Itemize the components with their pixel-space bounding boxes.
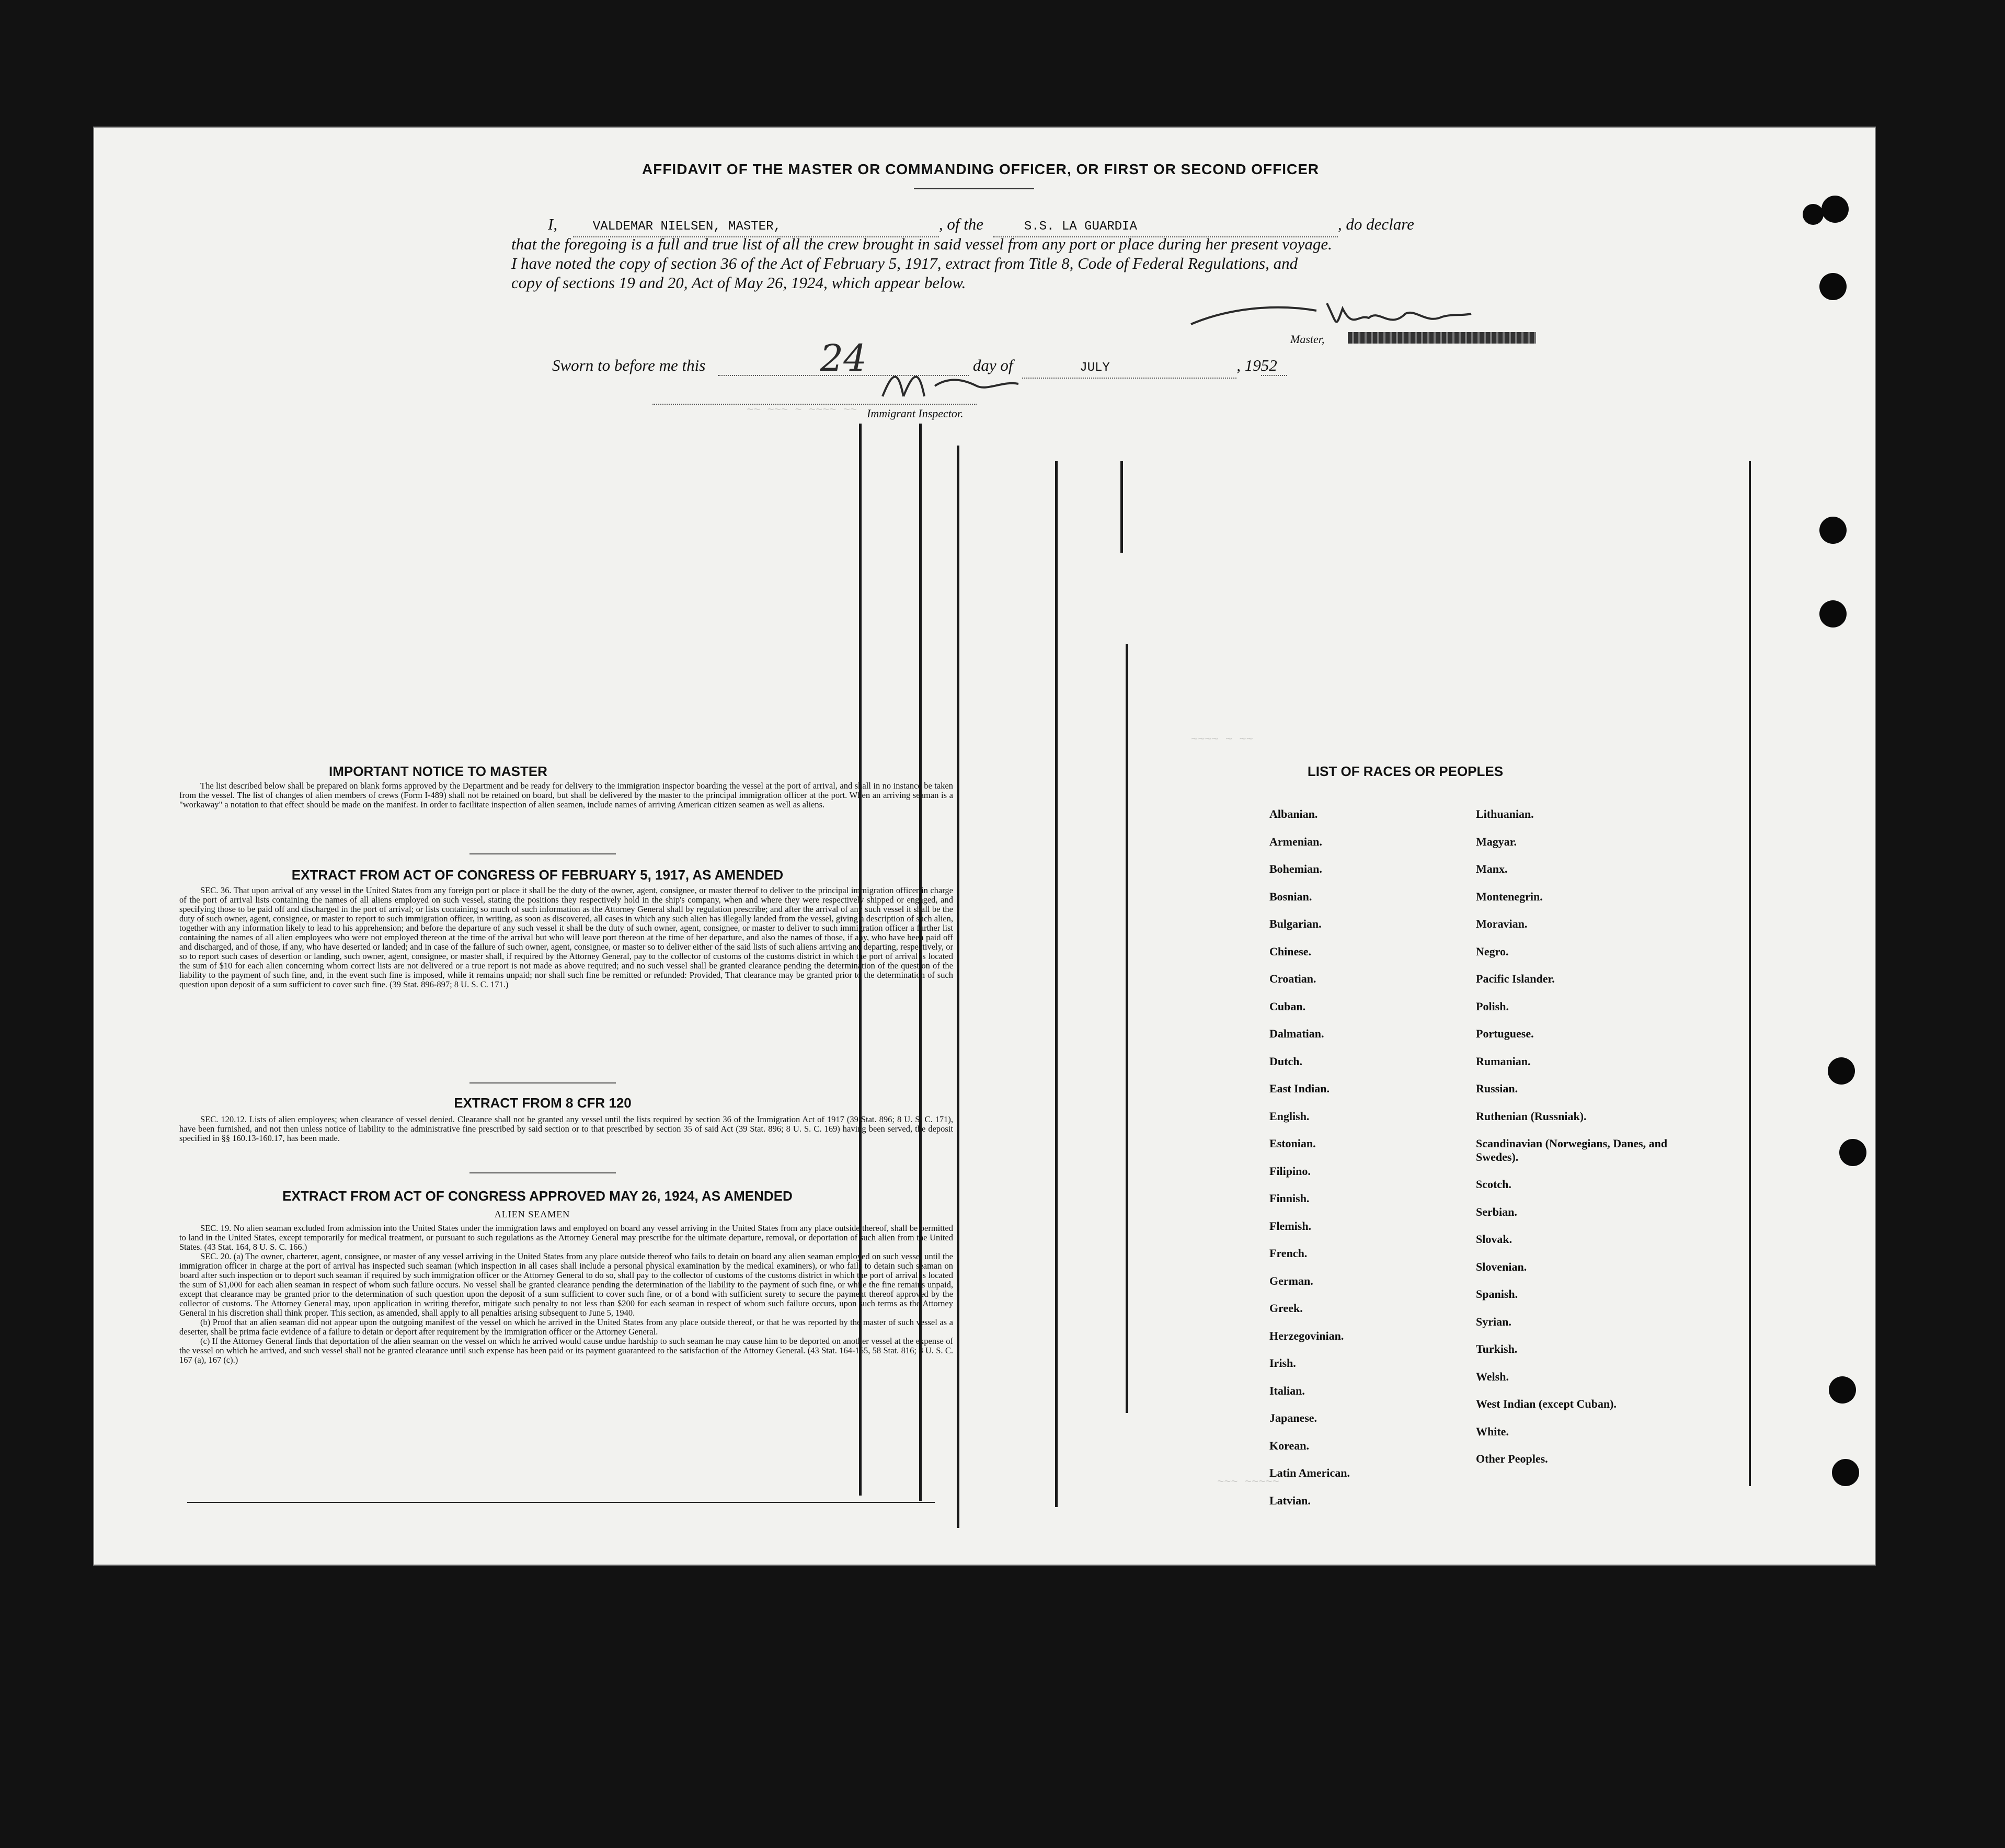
race-item: Negro.: [1476, 944, 1509, 958]
punch-hole: [1839, 1139, 1866, 1166]
race-item: Other Peoples.: [1476, 1452, 1548, 1465]
race-item: Finnish.: [1269, 1192, 1310, 1205]
race-item: Italian.: [1269, 1384, 1305, 1397]
race-item: Croatian.: [1269, 972, 1316, 985]
section-19: SEC. 19. No alien seaman excluded from admission into the United States under the immigration laws and employed on board any vessel arriving in the United States from any place outside thereof, shall be permitted to land in the United States, except temporarily for medical treatment, or pursuant to such regulations as the Attorney General may prescribe for the ultimate departure, removal, or deportation of such alien from the United States. (43 Stat. 164, 8 U. S. C. 166.): [179, 1223, 953, 1252]
affidavit-title: AFFIDAVIT OF THE MASTER OR COMMANDING OFFICER, OR FIRST OR SECOND OFFICER: [642, 161, 1320, 177]
extract-1924-heading: EXTRACT FROM ACT OF CONGRESS APPROVED MAY 26, 1924, AS AMENDED: [282, 1188, 793, 1204]
notice-heading: IMPORTANT NOTICE TO MASTER: [329, 763, 547, 779]
race-item: Filipino.: [1269, 1164, 1311, 1178]
inspector-label: Immigrant Inspector.: [867, 407, 964, 420]
race-item: Spanish.: [1476, 1287, 1518, 1301]
race-item: Cuban.: [1269, 999, 1306, 1013]
section-20c: (c) If the Attorney General finds that deportation of the alien seaman on the vessel on which he arrived would cause undue hardship to such seaman he may cause him to be deported on another vessel at the expense of the vessel on which he arrived, and such vessel shall not be granted clearance until such expense has been paid or its payment guaranteed to the satisfaction of the Attorney General. (43 Stat. 164-165, 58 Stat. 816; 8 U. S. C. 167 (a), 167 (c).): [179, 1336, 953, 1365]
race-item: Armenian.: [1269, 835, 1322, 848]
do-declare-label: , do declare: [1337, 215, 1414, 233]
race-item: Slovak.: [1476, 1233, 1513, 1246]
race-item: Moravian.: [1476, 917, 1528, 930]
section-rule: [469, 1082, 616, 1083]
race-item: Albanian.: [1269, 807, 1318, 820]
punch-hole: [1821, 196, 1849, 223]
race-item: Scandinavian (Norwegians, Danes, and Swedes).: [1476, 1137, 1668, 1163]
declaration-line-2: that the foregoing is a full and true list of all the crew brought in said vessel from any port or place during her present voyage.: [511, 235, 1332, 253]
officer-name: VALDEMAR NIELSEN, MASTER,: [592, 220, 781, 234]
race-item: Bosnian.: [1269, 889, 1312, 903]
race-item: German.: [1269, 1274, 1313, 1287]
punch-hole: [1819, 273, 1847, 300]
race-item: Scotch.: [1476, 1178, 1511, 1191]
bottom-rule: [187, 1502, 935, 1503]
race-item: Serbian.: [1476, 1205, 1517, 1218]
race-item: Dutch.: [1269, 1054, 1302, 1068]
year-prefix: , 19: [1236, 356, 1261, 374]
column-rule: [1126, 644, 1128, 1413]
bleed-through: ~~~~ ~ ~~: [1191, 733, 1253, 746]
column-rule: [1120, 461, 1123, 553]
title-rule: [914, 188, 1034, 189]
race-item: French.: [1269, 1247, 1308, 1260]
section-20b: (b) Proof that an alien seaman did not appear upon the outgoing manifest of the vessel on which he arrived in the United States from any place outside thereof, or that he was reported by the master of such vessel as a deserter, shall be prima facie evidence of a failure to detain or deport after requirement by the immigration officer or the Attorney General.: [179, 1317, 953, 1337]
race-item: Pacific Islander.: [1476, 972, 1555, 985]
race-item: Flemish.: [1269, 1219, 1312, 1233]
races-column-2: [1476, 807, 1695, 1480]
race-item: Montenegrin.: [1476, 889, 1543, 903]
notice-body: The list described below shall be prepared on blank forms approved by the Department and be ready for delivery to the immigration inspector boarding the vessel at the port of arrival, and shall in no instance be taken from the vessel. The list of changes of alien members of crews (Form I-489) shall not be retained on board, but shall be delivered by the master to the principal immigration officer at the port. When an arriving seaman is a "workaway" a notation to that effect should be made on the manifest. In order to facilitate inspection of alien seamen, include names of arriving American citizen seamen as well as aliens.: [179, 781, 953, 809]
cfr-body: SEC. 120.12. Lists of alien employees; when clearance of vessel denied. Clearance shall not be granted any vessel until the lists required by section 36 of the Immigration Act of 1917 (39 Stat. 896; 8 U. S. C. 171), have been furnished, and not then unless notice of liability to the administrative fine prescribed by said section or to that prescribed by section 35 of said Act (39 Stat. 896; 8 U. S. C. 169) having been served, the deposit specified in §§ 160.13-160.17, has been made.: [179, 1114, 953, 1143]
punch-hole: [1829, 1376, 1856, 1404]
race-item: Lithuanian.: [1476, 807, 1534, 820]
of-the-label: , of the: [938, 215, 984, 233]
punch-hole: [1803, 204, 1824, 225]
day-of-label: day of: [972, 356, 1013, 374]
race-item: White.: [1476, 1424, 1509, 1438]
race-item: Dalmatian.: [1269, 1027, 1324, 1040]
race-item: Syrian.: [1476, 1315, 1511, 1328]
race-item: Latin American.: [1269, 1466, 1350, 1479]
affidavit-page: [93, 127, 1876, 1566]
punch-hole: [1828, 1057, 1855, 1085]
race-item: Magyar.: [1476, 835, 1517, 848]
race-item: Polish.: [1476, 999, 1509, 1013]
extract-1917-heading: EXTRACT FROM ACT OF CONGRESS OF FEBRUARY 5, 1917, AS AMENDED: [291, 867, 784, 883]
alien-seamen-subheading: ALIEN SEAMEN: [494, 1209, 570, 1219]
race-item: Manx.: [1476, 862, 1508, 875]
race-item: Latvian.: [1269, 1493, 1311, 1507]
vessel-name: S.S. LA GUARDIA: [1024, 220, 1137, 234]
struck-out-title: [1348, 332, 1536, 344]
sworn-label: Sworn to before me this: [552, 356, 706, 374]
declaration-line-4: copy of sections 19 and 20, Act of May 26, 1924, which appear below.: [511, 273, 966, 292]
race-item: English.: [1269, 1109, 1310, 1123]
race-item: Estonian.: [1269, 1137, 1316, 1150]
column-rule: [957, 446, 959, 1528]
race-item: Bohemian.: [1269, 862, 1322, 875]
month-value: JULY: [1080, 361, 1110, 375]
column-rule: [1749, 461, 1751, 1486]
punch-hole: [1832, 1459, 1859, 1486]
race-item: Welsh.: [1476, 1370, 1509, 1383]
races-column-1: [1269, 807, 1350, 1521]
races-heading: LIST OF RACES OR PEOPLES: [1307, 763, 1504, 779]
extract-1924-sections: [179, 1224, 953, 1365]
race-item: Japanese.: [1269, 1411, 1317, 1424]
master-label: Master,: [1290, 333, 1325, 346]
inspector-signature: [877, 365, 1034, 407]
race-item: Herzegovinian.: [1269, 1329, 1344, 1342]
race-item: East Indian.: [1269, 1082, 1330, 1095]
year-value: 52: [1261, 356, 1277, 374]
punch-hole: [1819, 600, 1847, 628]
race-item: Turkish.: [1476, 1342, 1518, 1355]
punch-hole: [1819, 517, 1847, 544]
race-item: Chinese.: [1269, 944, 1312, 958]
race-item: Slovenian.: [1476, 1260, 1527, 1273]
section-rule: [469, 1172, 616, 1173]
race-item: Bulgarian.: [1269, 917, 1322, 930]
race-item: Irish.: [1269, 1356, 1296, 1370]
bleed-through: ~~~ ~~~~~: [1217, 1476, 1279, 1489]
declaration-line-3: I have noted the copy of section 36 of the Act of February 5, 1917, extract from Title 8, Code of Federal Regulations, and: [511, 254, 1298, 272]
extract-1917-body: SEC. 36. That upon arrival of any vessel in the United States from any foreign port or place it shall be the duty of the owner, agent, consignee, or master thereof to deliver to the principal immigration officer in charge of the port of arrival lists containing the names of all aliens employed on such vessel, stating the positions they respectively hold in the ship's company, when and where they were respectively shipped or engaged, and specifying those to be paid off and discharged in the port of arrival; or lists containing so much of such information as the Attorney General shall by regulation prescribe; and after the arrival of any such vessel it shall be the duty of such owner, agent, consignee, or master to report to such immigration officer, in writing, as soon as discovered, all cases in which any such alien has illegally landed from the vessel, giving a description of such alien, together with any information likely to lead to his apprehension; and before the departure of any such vessel it shall be the duty of such owner, agent, consignee, or master to deliver to such immigration officer a further list containing the names of all alien employees who were not employed thereon at the time of the arrival but who will leave port thereon at the time of her departure, and also the names of those, if any, who have been paid off and discharged, and of those, if any, who have deserted or landed; and in case of the failure of such owner, agent, consignee, or master so to deliver either of the said lists of such aliens arriving and departing, respectively, or so to report such cases of desertion or landing, such owner, agent, consignee, or master shall, if required by the Attorney General, pay to the collector of customs of the customs district in which the port of arrival is located the sum of $10 for each alien concerning whom correct lists are not delivered or a true report is not made as above required; and no such vessel shall be granted clearance pending the determination of the question of the liability to the payment of such fine, and, in the event such fine is imposed, while it remains unpaid; nor shall such fine be remitted or refunded: Provided, That clearance may be granted prior to the determination of such question upon deposit of a sum sufficient to cover such fine. (39 Stat. 896-897; 8 U. S. C. 171.): [179, 885, 953, 989]
race-item: Portuguese.: [1476, 1027, 1534, 1040]
race-item: Rumanian.: [1476, 1054, 1531, 1068]
cfr-heading: EXTRACT FROM 8 CFR 120: [454, 1095, 632, 1111]
column-rule: [1055, 461, 1058, 1507]
section-rule: [469, 853, 616, 854]
race-item: West Indian (except Cuban).: [1476, 1397, 1617, 1410]
bleed-through: ~~ ~~~ ~ ~~~~ ~~: [747, 404, 857, 417]
race-item: Korean.: [1269, 1439, 1309, 1452]
declaration-i: I,: [548, 215, 558, 233]
section-20a: SEC. 20. (a) The owner, charterer, agent, consignee, or master of any vessel arriving in the United States from any place outside thereof who fails to detain on board any alien seaman employed on such vessel until the immigration officer in charge at the port of arrival has inspected such seaman (which inspection in all cases shall include a personal physical examination by the medical examiners), or who fails to detain such seaman on board after such inspection or to deport such seaman if required by such immigration officer or the Attorney General to do so, shall pay to the collector of customs of the customs district in which the port of arrival is located the sum of $1,000 for each alien seaman in respect of whom such failure occurs. No vessel shall be granted clearance pending the determination of the liability to the payment of such fine, or while the fine remains unpaid, except that clearance may be granted prior to the determination of such question upon the deposit of a sum sufficient to cover such fine, or of a bond with sufficient surety to secure the payment thereof approved by the collector of customs. The Attorney General may, upon application in writing therefor, mitigate such penalty to not less than $200 for each seaman in respect of whom such failure occurs, upon such terms as the Attorney General in his discretion shall think proper. This section, as amended, shall apply to all penalties arising subsequent to June 5, 1940.: [179, 1251, 953, 1318]
race-item: Russian.: [1476, 1082, 1518, 1095]
day-value: 24: [820, 337, 867, 380]
race-item: Ruthenian (Russniak).: [1476, 1109, 1587, 1123]
race-item: Greek.: [1269, 1302, 1303, 1315]
